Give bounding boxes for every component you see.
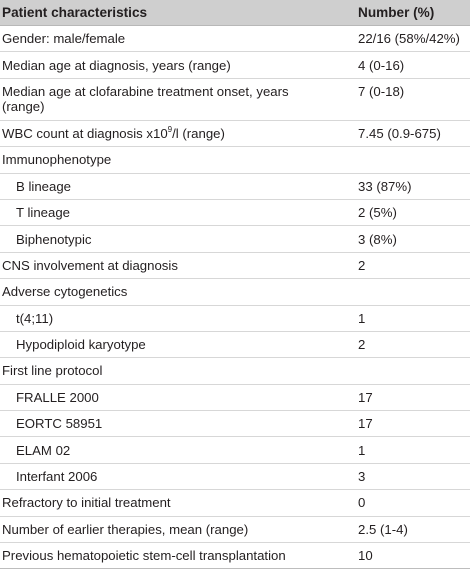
row-label: Previous hematopoietic stem-cell transplantation [2,548,286,564]
row-label: Biphenotypic [16,231,92,247]
row-value: 7 (0-18) [358,83,405,99]
table-row-fralle-2000 [0,385,470,411]
row-label: T lineage [16,205,71,221]
row-value: 1 [358,442,366,458]
table-row-t-lineage [0,200,470,226]
row-value: 2 [358,257,366,273]
row-label: Refractory to initial treatment [2,495,171,511]
row-value: 33 (87%) [358,178,412,194]
table-row-biphenotypic [0,226,470,252]
table-row-wbc-count [0,121,470,147]
row-value: 1 [358,310,366,326]
table-row-previous-transplantation [0,543,470,569]
table-row-eortc-58951 [0,411,470,437]
row-value: 2 [358,337,366,353]
table-row-refractory [0,490,470,516]
row-value: 22/16 (58%/42%) [358,31,460,47]
row-label: EORTC 58951 [16,416,103,432]
row-value: 17 [358,389,373,405]
row-label: Median age at clofarabine treatment onset, years (range) [2,83,289,114]
table-row-earlier-therapies [0,517,470,543]
table-row-elam-02 [0,437,470,463]
row-label: FRALLE 2000 [16,389,99,405]
row-label: CNS involvement at diagnosis [2,257,178,273]
row-label: First line protocol [2,363,103,379]
row-label-prefix: WBC count at diagnosis x10 [2,125,168,141]
row-label: t(4;11) [16,310,54,326]
row-label: Adverse cytogenetics [2,284,128,300]
table-header-row [0,0,470,26]
table-row-interfant-2006 [0,464,470,490]
row-label: Interfant 2006 [16,469,98,485]
table-row-median-age-clofarabine [0,79,470,121]
table-row-adverse-cytogenetics [0,279,470,305]
row-value: 17 [358,416,373,432]
table-row-median-age-diagnosis [0,52,470,78]
row-label: Number of earlier therapies, mean (range) [2,521,249,537]
row-label: Hypodiploid karyotype [16,337,146,353]
row-value: 4 (0-16) [358,57,405,73]
row-value: 3 [358,469,366,485]
table-row-hypodiploid [0,332,470,358]
row-value: 3 (8%) [358,231,397,247]
table-row-t4-11 [0,306,470,332]
table-row-cns-involvement [0,253,470,279]
table-row-immunophenotype [0,147,470,173]
header-number-percent: Number (%) [358,5,435,20]
table-row-gender [0,26,470,52]
row-label-superscript: 9 [167,124,173,134]
header-patient-characteristics: Patient characteristics [2,5,148,20]
row-value: 2.5 (1-4) [358,521,408,537]
row-label: ELAM 02 [16,442,71,458]
row-label: Median age at diagnosis, years (range) [2,57,231,73]
row-value: 10 [358,548,373,564]
row-label [0,126,358,141]
row-label: B lineage [16,178,71,194]
row-label: Immunophenotype [2,152,112,168]
row-value: 0 [358,495,366,511]
row-value: 7.45 (0.9-675) [358,125,441,141]
table-row-b-lineage [0,174,470,200]
row-label: Gender: male/female [2,31,126,47]
row-value: 2 (5%) [358,205,397,221]
row-label-suffix: /l (range) [172,125,225,141]
table-row-first-line-protocol [0,358,470,384]
